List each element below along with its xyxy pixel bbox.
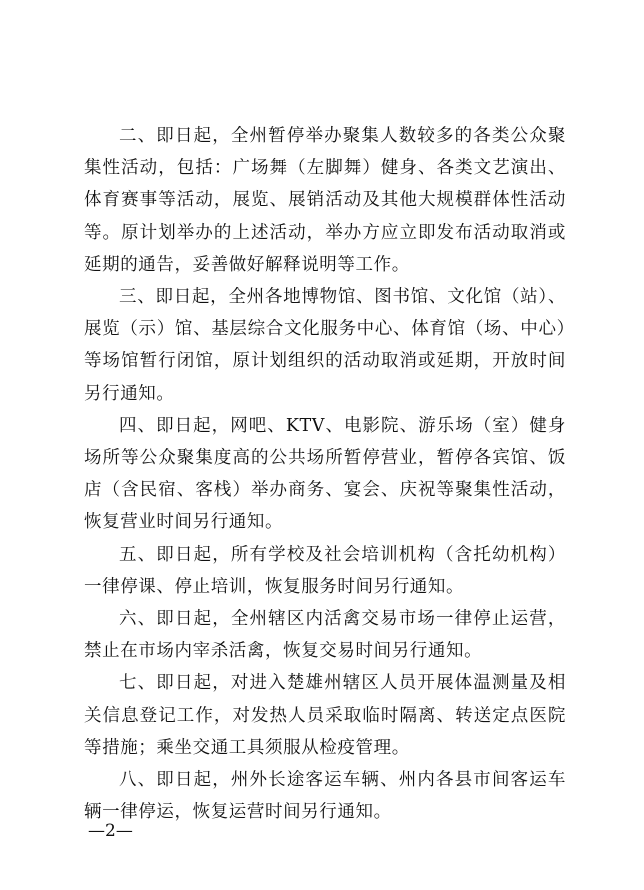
paragraph-2: 二、即日起，全州暂停举办聚集人数较多的各类公众聚集性活动，包括：广场舞（左脚舞）健身、各类文艺演出、体育赛事等活动，展览、展销活动及其他大规模群体性活动等。原计划举办的上述活动，举办方应立即发布活动取消或延期的通告，妥善做好解释说明等工作。 [84,126,566,275]
paragraph-3: 三、即日起，全州各地博物馆、图书馆、文化馆（站）、展览（示）馆、基层综合文化服务中心、体育馆（场、中心）等场馆暂行闭馆，原计划组织的活动取消或延期，开放时间另行通知。 [84,287,566,404]
paragraph-8: 八、即日起，州外长途客运车辆、州内各县市间客运车辆一律停运，恢复运营时间另行通知。 [84,770,566,823]
document-body [84,120,566,828]
paragraph-6: 六、即日起，全州辖区内活禽交易市场一律停止运营，禁止在市场内宰杀活禽，恢复交易时间另行通知。 [84,609,566,662]
page-number: —2— [88,821,133,841]
paragraph-4: 四、即日起，网吧、KTV、电影院、游乐场（室）健身场所等公众聚集度高的公共场所暂停营业，暂停各宾馆、饭店（含民宿、客栈）举办商务、宴会、庆祝等聚集性活动，恢复营业时间另行通知。 [84,415,566,533]
paragraph-5: 五、即日起，所有学校及社会培训机构（含托幼机构）一律停课、停止培训，恢复服务时间另行通知。 [84,544,566,597]
paragraph-7: 七、即日起，对进入楚雄州辖区人员开展体温测量及相关信息登记工作，对发热人员采取临时隔离、转送定点医院等措施；乘坐交通工具须服从检疫管理。 [84,673,566,758]
